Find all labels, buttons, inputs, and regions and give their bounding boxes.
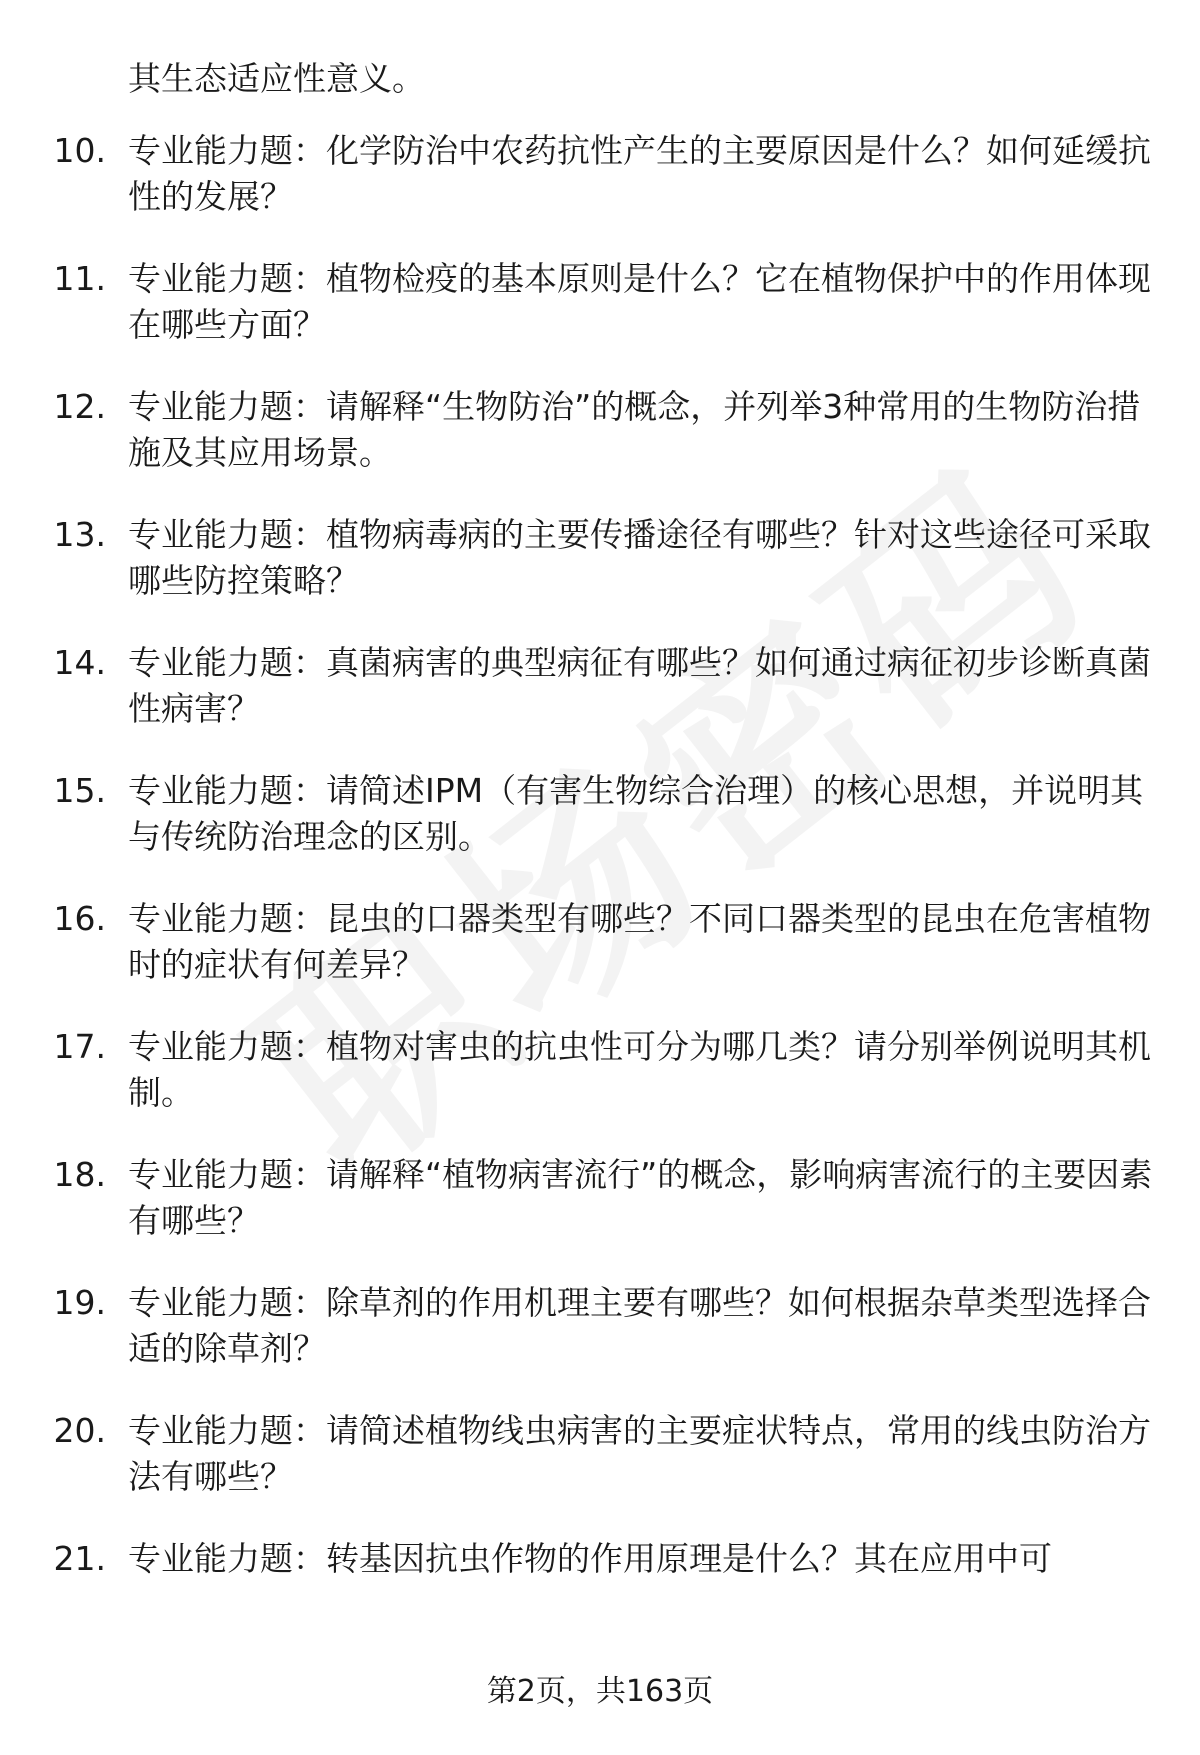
- question-text: 专业能力题：除草剂的作用机理主要有哪些？如何根据杂草类型选择合适的除草剂？: [128, 1283, 1151, 1368]
- question-number: 21.: [53, 1539, 106, 1578]
- question-text: 专业能力题：请解释“生物防治”的概念，并列举3种常用的生物防治措施及其应用场景。: [128, 387, 1141, 472]
- question-number: 20.: [53, 1411, 106, 1450]
- question-item-13: [0, 512, 1200, 604]
- question-number: 16.: [53, 899, 106, 938]
- question-list: [0, 56, 1200, 1618]
- question-text: 专业能力题：请简述IPM（有害生物综合治理）的核心思想，并说明其与传统防治理念的区别。: [128, 771, 1144, 856]
- question-item-11: [0, 256, 1200, 348]
- page-footer: 第2页，共163页: [486, 1674, 714, 1709]
- question-item-18: [0, 1152, 1200, 1244]
- question-item-20: [0, 1408, 1200, 1500]
- question-text: 专业能力题：化学防治中农药抗性产生的主要原因是什么？如何延缓抗性的发展？: [128, 131, 1151, 216]
- question-number: 10.: [53, 131, 106, 170]
- question-item-21: [0, 1536, 1200, 1582]
- question-number: 15.: [53, 771, 106, 810]
- question-item-17: [0, 1024, 1200, 1116]
- question-number: 13.: [53, 515, 106, 554]
- question-text: 专业能力题：植物病毒病的主要传播途径有哪些？针对这些途径可采取哪些防控策略？: [128, 515, 1151, 600]
- question-item-19: [0, 1280, 1200, 1372]
- question-text: 专业能力题：真菌病害的典型病征有哪些？如何通过病征初步诊断真菌性病害？: [128, 643, 1151, 728]
- question-item-15: [0, 768, 1200, 860]
- question-item-14: [0, 640, 1200, 732]
- question-text: 专业能力题：请解释“植物病害流行”的概念，影响病害流行的主要因素有哪些？: [128, 1155, 1153, 1240]
- question-text: 专业能力题：昆虫的口器类型有哪些？不同口器类型的昆虫在危害植物时的症状有何差异？: [128, 899, 1151, 984]
- question-item-16: [0, 896, 1200, 988]
- question-number: 17.: [53, 1027, 106, 1066]
- question-text: 专业能力题：植物检疫的基本原则是什么？它在植物保护中的作用体现在哪些方面？: [128, 259, 1151, 344]
- question-item-12: [0, 384, 1200, 476]
- question-text: 专业能力题：请简述植物线虫病害的主要症状特点，常用的线虫防治方法有哪些？: [128, 1411, 1151, 1496]
- question-item-10: [0, 128, 1200, 220]
- question-number: 14.: [53, 643, 106, 682]
- continuation-text: 其生态适应性意义。: [128, 59, 425, 98]
- question-text: 专业能力题：植物对害虫的抗虫性可分为哪几类？请分别举例说明其机制。: [128, 1027, 1151, 1112]
- question-number: 19.: [53, 1283, 106, 1322]
- question-text: 专业能力题：转基因抗虫作物的作用原理是什么？其在应用中可: [128, 1539, 1052, 1578]
- question-number: 12.: [53, 387, 106, 426]
- question-number: 18.: [53, 1155, 106, 1194]
- question-number: 11.: [53, 259, 106, 298]
